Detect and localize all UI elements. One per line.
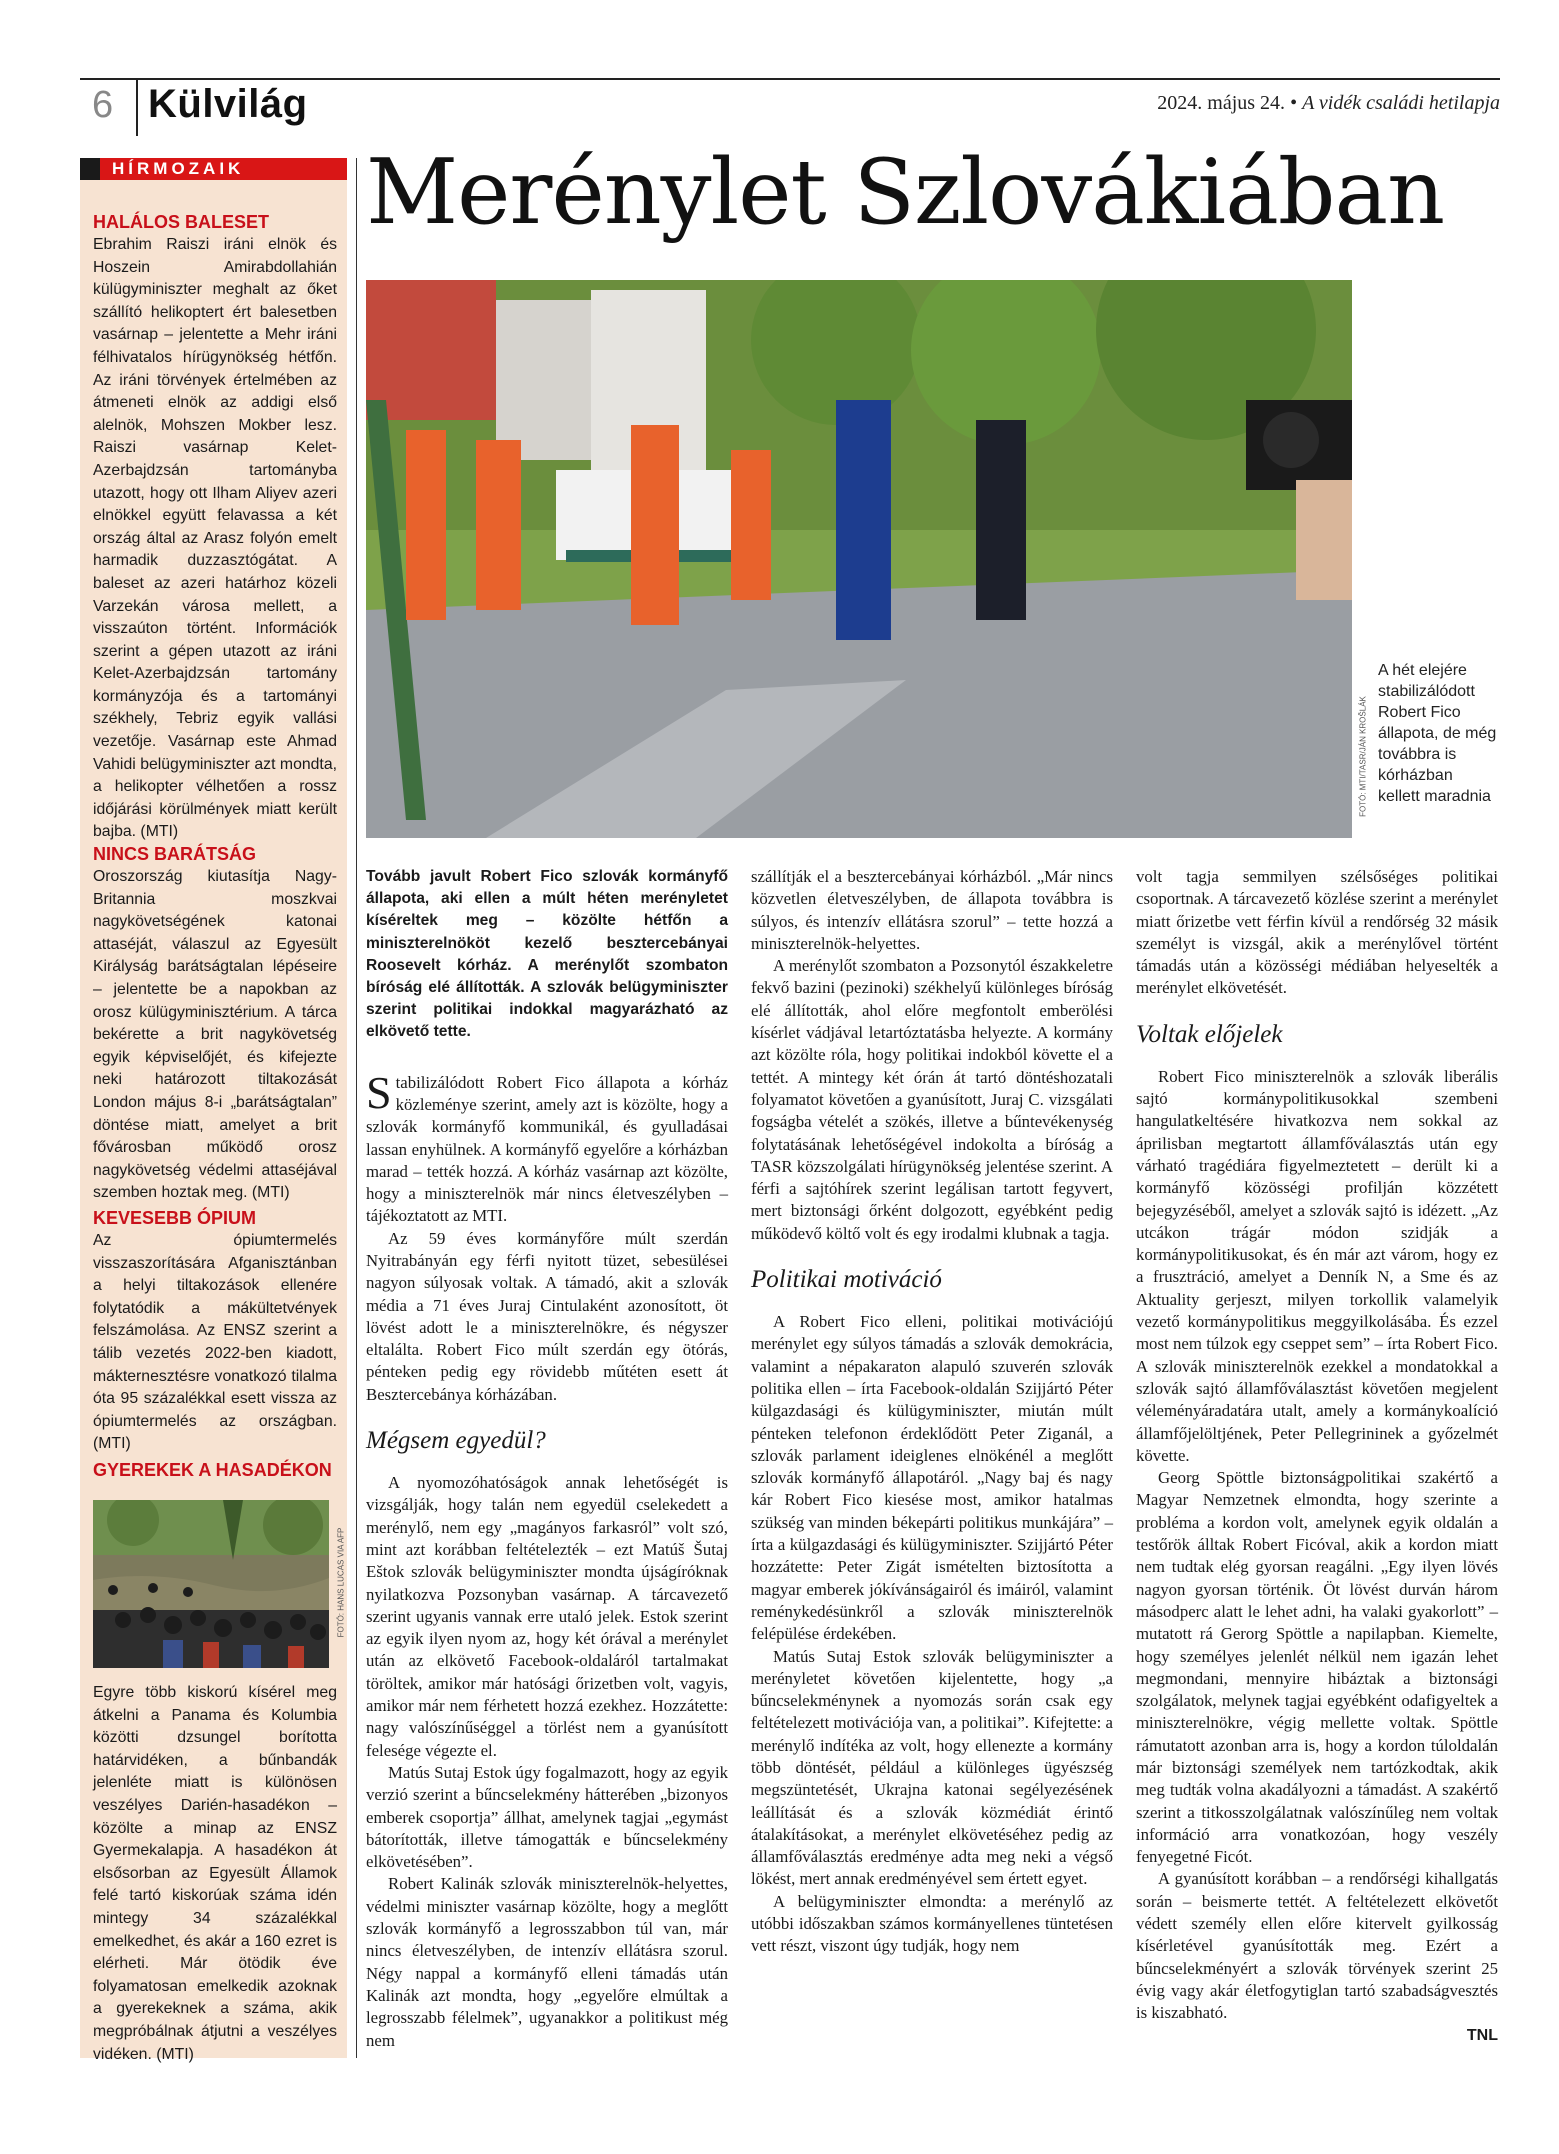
sidebar-item-title: KEVESEBB ÓPIUM xyxy=(93,1208,257,1228)
news-mosaic-sidebar xyxy=(80,158,347,2063)
article-headline: Merénylet Szlovákiában xyxy=(366,140,1445,245)
publication-tagline: A vidék családi hetilapja xyxy=(1302,92,1500,114)
sidebar-item-title: HALÁLOS BALESET xyxy=(93,212,270,232)
article-paragraph: Georg Spöttle biztonságpolitikai szakértő a Magyar Nemzetnek elmondta, hogy szerinte a probléma a kordon volt, amelynek egyik oldalán a testőrök álltak Robert Ficóval, akik a kordon miatt nem tudtak elég gyorsan reagálni. „Egy ilyen lövés nagyon gyorsan történik. Öt lövést durván három másodperc alatt le lehet adni, ha valaki gyakorlott” – mutatott rá Gerorg Spöttle a napilapban. Kiemelte, hogy személyes jelenlét nélkül nem igazán lehet megmondani, mennyire hibáztak a biztonsági szolgálatok, melynek tagjai egyébként odafigyeltek a miniszterelnökre, végig mellette voltak. Spöttle rámutatott azonban arra is, hogy a kordon túloldalán már biztonsági személyek nem tartózkodtak, akik meg tudták volna akadályozni a támadást. A szakértő szerint a titkosszolgálatnak valószínűleg nem voltak információ arra vonatkozóan, hogy veszély fenyegetné Ficót. xyxy=(1136,1468,1498,1867)
sidebar-photo-credit xyxy=(332,1500,346,1668)
sidebar-item-title: NINCS BARÁTSÁG xyxy=(93,844,257,864)
issue-date: 2024. május 24. xyxy=(1157,92,1286,114)
article-paragraph: A gyanúsított korábban – a rendőrségi kihallgatás során – beismerte tettét. A feltételezett elkövetőt védett személy ellen előre kitervelt gyilkosság kísérletével gyanúsították meg. Ezért a bűncselekményért a szlovák törvények szerint 25 évig vagy akár életfogytiglan tartó szabadságvesztés is kiszabható. xyxy=(1136,1869,1498,2023)
article-column-3 xyxy=(1136,866,1498,2047)
sidebar-item-fatal-accident xyxy=(93,210,337,844)
article-paragraph: A Robert Fico elleni, politikai motivációjú merénylet egy súlyos támadás a szlovák demokrácia, valamint a népakaraton alapuló szuverén szlovák politika ellen – írta Facebook-oldalán Szijjártó Péter külgazdasági és külügyminiszter, miután múlt pénteken telefonon érdeklődött Peter Ziganál, a szlovák parlament ideiglenes elnökénél a meglőtt szlovák kormányfő állapotáról. „Nagy baj és nagy kár Robert Fico kiesése most, amikor hatalmas szükség van minden békepárti politikus munkájára” – írta a külgazdasági és külügyminiszter. Szijjártó Péter hozzátette: Peter Zigát ismételten biztosította a magyar emberek jókívánságairól és imáiról, valamint reménykedésünkről a szlovák miniszterelnök felépülése érdekében. xyxy=(751,1312,1113,1644)
photo-credit xyxy=(1354,680,1368,838)
sidebar-photo-credit-text: FOTÓ: HANS LUCAS VIA AFP xyxy=(336,1527,346,1638)
page-number: 6 xyxy=(92,84,114,126)
article-column-2 xyxy=(751,866,1113,1958)
sidebar-item-text: Az ópiumtermelés visszaszorítására Afganisztánban a helyi tiltakozások ellenére folytatódik a mákültetvények felszámolása. Az ENSZ szerint a tálib vezetés 2022-ben kiadott, mákternesztésre vonatkozó tilalma óta 95 százalékkal esett vissza az ópiumtermelés az országban. (MTI) xyxy=(93,1232,337,1453)
article-column-1 xyxy=(366,866,728,2052)
subheading-political-motive: Politikai motiváció xyxy=(751,1266,942,1294)
sidebar-item-text: Egyre több kiskorú kísérel meg átkelni a Panama és Kolumbia közötti dzsungel borította határvidéken, a bűnbandák jelenléte miatt is különösen veszélyes Darién-hasadékon – közölte a minap az ENSZ Gyermekalapja. A hasadékon át elsősorban az Egyesült Államok felé tartó kiskorúak száma idén mintegy 34 százalékkal emelkedhet, és akár a 160 ezret is elérheti. Már ötödik éve folyamatosan emelkedik azoknak a gyerekeknek a száma, akik megpróbálnak átjutni a veszélyes vidéken. (MTI) xyxy=(93,1684,337,2063)
article-paragraph: A nyomozóhatóságok annak lehetőségét is vizsgálják, hogy talán nem egyedül cselekedett a merénylő, nem egy „magányos farkasról” volt szó, mint azt korábban feltételezték – ezt Matúš Šutaj Eštok szlovák belügyminiszter mondta újságíróknak nyilatkozva Pozsonyban vasárnap. A tárcavezető szerint ugyanis vannak erre utaló jelek. Estok szerint az egyik ilyen nyom az, hogy két órával a merénylet után az elkövető Facebook-oldaláról tartalmakat töröltek, amikor már hatósági őrizetben volt, vagyis, amikor már nem férhetett hozzá ezekhez. Hozzátette: nagy valószínűséggel a törlést nem a gyanúsított felesége végezte el. xyxy=(366,1473,728,1760)
article-paragraph: A belügyminiszter elmondta: a merénylő az utóbbi időszakban számos kormányellenes tüntetésen vett részt, viszont úgy tudják, hogy nem xyxy=(751,1891,1113,1956)
article-paragraph: Robert Kalinák szlovák miniszterelnök-helyettes, védelmi miniszter vasárnap közölte, hogy a meglőtt szlovák kormányfő a legrosszabbon túl van, már nincs életveszélyben, de intenzív ellátásra szorul. Négy nappal a kormányfő elleni támadás után Kalinák azt mondta, hogy „egyelőre elmúltak a legrosszabb félelmek”, ugyanakkor a politikust még nem xyxy=(366,1874,728,2050)
dateline-separator: • xyxy=(1290,92,1298,114)
sidebar-item-no-friendship xyxy=(93,842,337,1205)
photo-credit-text: FOTÓ: MTI/TASR/JÁN KROŠLÁK xyxy=(1358,696,1368,817)
article-paragraph: Robert Fico miniszterelnök a szlovák liberális sajtó kormánypolitikusokkal szembeni hangulatkeltésére hivatkozva nem sokkal az áprilisban megtartott államfőválasztás után egy várható tragédiára figyelmeztetett – derült ki a kormányfő közösségi profilján közzétett bejegyzéséből, amelyet a szlovák sajtó is idézett. „Az utcákon trágár módon szidják a kormánypolitikusokat, és én már azt várom, hogy ez a frusztráció, amelyet a Denník N, a Sme és az Aktuality gerjeszt, milyen torkollik valamelyik vezető kormánypolitikus meggyilkolásába. És ezzel most nem túlzok egy cseppet sem” – írta Robert Fico. A szlovák miniszterelnök ezekkel a mondatokkal a szlovák sajtó államfőválasztást követően megjelent véleményáradatára utalt, amely a kormánykoalíció államfőjelöltjének, Peter Pellegrininek a győzelmét követte. xyxy=(1136,1066,1498,1465)
column-rule xyxy=(356,158,357,2058)
migrants-river-photo xyxy=(93,1500,329,1668)
article-paragraph: Matús Sutaj Estok szlovák belügyminiszter a merényletet követően kijelentette, hogy „a bűncselekménynek a nyomozás során csak egy feltételezett motivációja van, a politikai”. Kifejtette: a merénylő indítéka az volt, hogy ellenezte a kormány több döntését, például a különleges ügyészség megszüntetését, Ukrajna katonai segélyezésének leállítását és a szlovák közmédiát érintő átalakításokat, a merénylet elkövetéséhez pedig az államfőválasztás eredménye adta meg neki a végső lökést, mert annak eredményével sem értett egyet. xyxy=(751,1646,1113,1889)
sidebar-heading-bar xyxy=(80,158,347,180)
sidebar-item-children-gap xyxy=(93,1458,337,1482)
sidebar-item-text: Oroszország kiutasítja Nagy-Britannia moszkvai nagykövetségének katonai attaséját, válaszul az Egyesült Királyság barátságtalan lépéseire – jelentette be a napokban az orosz külügyminisztérium. A tárca bekérette a brit nagykövetség egyik képviselőjét, és kifejezte neki határozott tiltakozását London május 8-i „barátságtalan” döntése miatt, amelyet a brit fővárosban működő orosz nagykövetség védelmi attaséjával szemben hoztak meg. (MTI) xyxy=(93,868,337,1202)
header-divider xyxy=(136,80,138,136)
sidebar-item-children-gap-body xyxy=(93,1682,337,2066)
article-paragraph: szállítják el a besztercebányai kórházból. „Már nincs közvetlen életveszélyben, de állapota továbbra is súlyos, és intenzív ellátásra szorul” – tette hozzá a miniszterelnök-helyettes. xyxy=(751,867,1113,953)
subheading-warning-signs: Voltak előjelek xyxy=(1136,1020,1283,1048)
fico-hospital-transfer-photo xyxy=(366,280,1352,838)
sidebar-item-title: GYEREKEK A HASADÉKON xyxy=(93,1460,332,1480)
article-paragraph: Az 59 éves kormányfőre múlt szerdán Nyitrabányán egy férfi nyitott tüzet, sebesülései nagyon súlyosak voltak. A támadó, akit a szlovák média a 71 éves Juraj Cintulaként azonosított, öt lövést adott le a miniszterelnökre, és négyszer eltalálta. Robert Fico múlt szerdán egy ötórás, pénteken pedig egy rövidebb műtéten esett át Besztercebánya kórházában. xyxy=(366,1228,728,1404)
dateline xyxy=(1157,92,1500,115)
article-paragraph: A merénylőt szombaton a Pozsonytól északkeletre fekvő bazini (pezinoki) székhelyű különleges bíróság elé állították, ahol előre megfontolt emberölési kísérlet vádjával letartóztatásba helyezte. A kormány azt közölte róla, hogy politikai indokból követte el a tettét. A mintegy két órán át tartó döntéshozatali folyamatot követően a gyanúsított, Juraj C. vizsgálati fogságba vételét a szökés, illetve a bűntevékenység folytatásának lehetőségével indokolta a bíróság a TASR közszolgálati hírügynökség jelentése szerint. A férfi a sajtóhírek szerint legálisan tartott fegyvert, mert biztonsági őrként dolgozott, egyébként pedig működevő költő volt és egy irodalmi klubnak a tagja. xyxy=(751,956,1113,1243)
article-paragraph: Stabilizálódott Robert Fico állapota a kórház közleménye szerint, amely azt is közölte, hogy a szlovák kormányfő kommunikál, és gyulladásai lassan enyhülnek. A kormányfő egyelőre a kórházban marad – tették hozzá. A kórház vasárnap azt közölte, hogy a miniszterelnök már nincs életveszélyben – tájékoztatott az MTI. xyxy=(366,1066,728,1226)
article-lead: Tovább javult Robert Fico szlovák kormányfő állapota, aki ellen a múlt héten merényletet kíséreltek meg – közölte hétfőn a miniszterelnököt kezelő besztercebányai Roosevelt kórház. A merénylőt szombaton bíróság elé állították. A szlovák belügyminiszter szerint politikai indokkal magyarázható az elkövető tette. xyxy=(366,868,728,1041)
page-header xyxy=(80,80,1500,136)
sidebar-item-text: Ebrahim Raiszi iráni elnök és Hoszein Amirabdollahián külügyminiszter meghalt az őket szállító helikoptert ért balesetben vasárnap – jelentette a Mehr iráni félhivatalos hírügynökség hétfőn. Az iráni törvények értelmében az átmeneti elnök az addigi első alelnök, Mohszen Mokber lesz. Raiszi vasárnap Kelet-Azerbajdzsán tartományba utazott, hogy ott Ilham Aliyev azeri elnökkel együtt felavassa a két ország által az Arasz folyón emelt harmadik duzzasztógátat. A baleset az azeri határhoz közeli Varzekán városa mellett, a visszaúton történt. Információk szerint a gépen utazott az iráni Kelet-Azerbajdzsán tartomány kormányzója és a tartományi székhely, Tebriz egyik vallási vezetője. Vasárnap este Ahmad Vahidi belügyminiszter azt mondta, a helikopter vélhetően a rossz időjárási körülmények miatt került bajba. (MTI) xyxy=(93,236,337,841)
sidebar-heading: HÍRMOZAIK xyxy=(112,159,245,178)
sidebar-item-less-opium xyxy=(93,1206,337,1456)
drop-cap: S xyxy=(366,1066,392,1118)
sidebar-heading-accent xyxy=(80,158,100,180)
article-paragraph: volt tagja semmilyen szélsőséges politikai csoportnak. A tárcavezető közlése szerint a merénylet miatt őrizetbe vett férfin kívül a rendőrség 32 másik személyt is vizsgál, akik a merénylővel történt támadás után a közösségi médiában helyeselték a merénylet elkövetését. xyxy=(1136,867,1498,998)
author-signature: TNL xyxy=(1466,2026,1498,2044)
article-paragraph: Matús Sutaj Estok úgy fogalmazott, hogy az egyik verzió szerint a bűncselekmény hátterében „bizonyos emberek csoportja” állhat, amelynek tagjai „egymást bátorították, illetve támogatták e bűncselekmény elkövetésében”. xyxy=(366,1762,728,1872)
section-title: Külvilág xyxy=(148,82,308,126)
subheading-not-alone: Mégsem egyedül? xyxy=(366,1427,546,1455)
photo-caption: A hét elejére stabilizálódott Robert Fico állapota, de még továbbra is kórházban kellett maradnia xyxy=(1378,662,1497,805)
